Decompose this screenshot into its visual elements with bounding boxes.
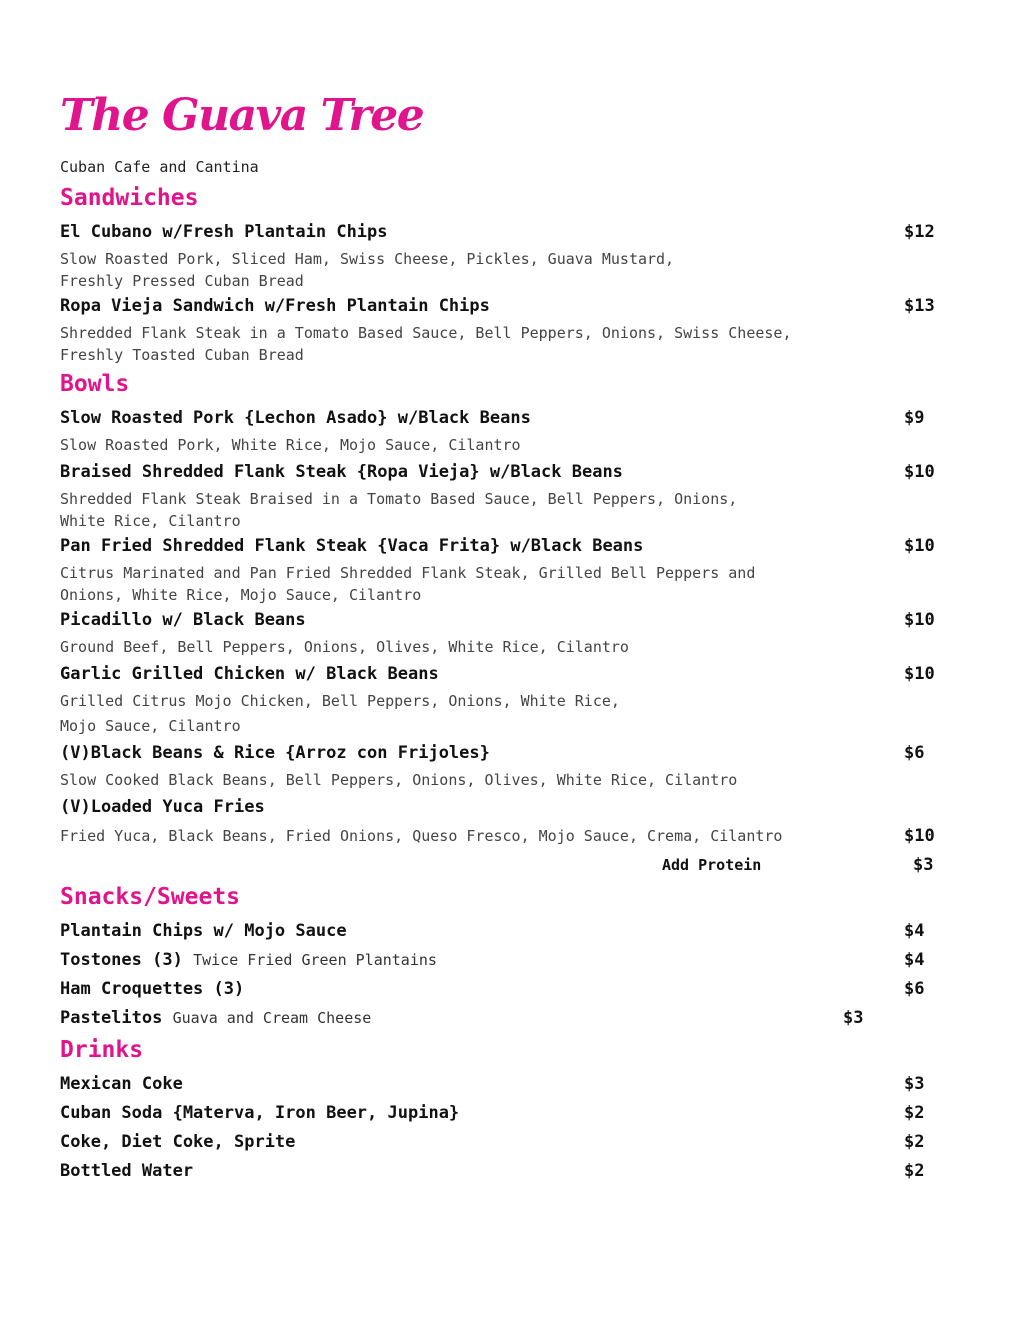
item-price: $10: [904, 664, 935, 684]
item-name: Garlic Grilled Chicken w/ Black Beans: [60, 664, 439, 684]
item-name: Slow Roasted Pork {Lechon Asado} w/Black Beans: [60, 408, 531, 428]
item-price: $13: [904, 296, 935, 316]
item-row: [60, 950, 437, 970]
item-price: $9: [904, 408, 925, 428]
item-name: (V)Black Beans & Rice {Arroz con Frijoles}: [60, 743, 490, 763]
page-subtitle: Cuban Cafe and Cantina: [60, 158, 259, 176]
item-name: Mexican Coke: [60, 1074, 183, 1094]
page-title: The Guava Tree: [60, 90, 424, 141]
item-description: White Rice, Cilantro: [60, 512, 241, 530]
item-description: Shredded Flank Steak in a Tomato Based Sauce, Bell Peppers, Onions, Swiss Cheese,: [60, 324, 792, 342]
item-name: Pastelitos: [60, 1008, 163, 1028]
item-description: Freshly Pressed Cuban Bread: [60, 272, 304, 290]
item-price: $4: [904, 950, 925, 970]
item-price: $4: [904, 921, 925, 941]
item-price: $10: [904, 462, 935, 482]
item-description: Grilled Citrus Mojo Chicken, Bell Peppers, Onions, White Rice,: [60, 692, 620, 710]
item-name: Braised Shredded Flank Steak {Ropa Vieja} w/Black Beans: [60, 462, 623, 482]
item-name: El Cubano w/Fresh Plantain Chips: [60, 222, 388, 242]
item-price: $2: [904, 1132, 925, 1152]
item-name: Plantain Chips w/ Mojo Sauce: [60, 921, 347, 941]
item-price: $10: [904, 610, 935, 630]
item-name: (V)Loaded Yuca Fries: [60, 797, 265, 817]
item-description: Twice Fried Green Plantains: [193, 951, 437, 969]
item-price: $10: [904, 826, 935, 846]
item-price: $2: [904, 1103, 925, 1123]
item-price: $6: [904, 743, 925, 763]
item-price: $2: [904, 1161, 925, 1181]
item-description: Ground Beef, Bell Peppers, Onions, Olives, White Rice, Cilantro: [60, 638, 629, 656]
section-heading-sandwiches: Sandwiches: [60, 185, 199, 211]
item-description: Fried Yuca, Black Beans, Fried Onions, Queso Fresco, Mojo Sauce, Crema, Cilantro: [60, 827, 783, 845]
item-price: $3: [843, 1008, 864, 1028]
item-description: Freshly Toasted Cuban Bread: [60, 346, 304, 364]
item-name: Cuban Soda {Materva, Iron Beer, Jupina}: [60, 1103, 460, 1123]
item-description: Slow Roasted Pork, White Rice, Mojo Sauce, Cilantro: [60, 436, 521, 454]
item-price: $10: [904, 536, 935, 556]
section-heading-bowls: Bowls: [60, 371, 130, 397]
item-name: Tostones (3): [60, 950, 183, 970]
item-row: [60, 1008, 371, 1028]
item-name: Bottled Water: [60, 1161, 194, 1181]
add-protein-label: Add Protein: [662, 856, 762, 874]
item-description: Citrus Marinated and Pan Fried Shredded Flank Steak, Grilled Bell Peppers and: [60, 564, 756, 582]
add-protein-price: $3: [913, 855, 934, 875]
item-description: Guava and Cream Cheese: [172, 1009, 372, 1027]
section-heading-drinks: Drinks: [60, 1037, 144, 1063]
item-name: Ham Croquettes (3): [60, 979, 245, 999]
item-description: Slow Cooked Black Beans, Bell Peppers, Onions, Olives, White Rice, Cilantro: [60, 771, 738, 789]
item-name: Ropa Vieja Sandwich w/Fresh Plantain Chips: [60, 296, 490, 316]
section-heading-snacks: Snacks/Sweets: [60, 884, 241, 910]
item-name: Picadillo w/ Black Beans: [60, 610, 306, 630]
item-price: $3: [904, 1074, 925, 1094]
item-description: Mojo Sauce, Cilantro: [60, 717, 241, 735]
item-price: $6: [904, 979, 925, 999]
item-name: Pan Fried Shredded Flank Steak {Vaca Frita} w/Black Beans: [60, 536, 644, 556]
item-description: Slow Roasted Pork, Sliced Ham, Swiss Cheese, Pickles, Guava Mustard,: [60, 250, 675, 268]
item-price: $12: [904, 222, 935, 242]
item-description: Shredded Flank Steak Braised in a Tomato Based Sauce, Bell Peppers, Onions,: [60, 490, 738, 508]
item-description: Onions, White Rice, Mojo Sauce, Cilantro: [60, 586, 422, 604]
item-name: Coke, Diet Coke, Sprite: [60, 1132, 296, 1152]
